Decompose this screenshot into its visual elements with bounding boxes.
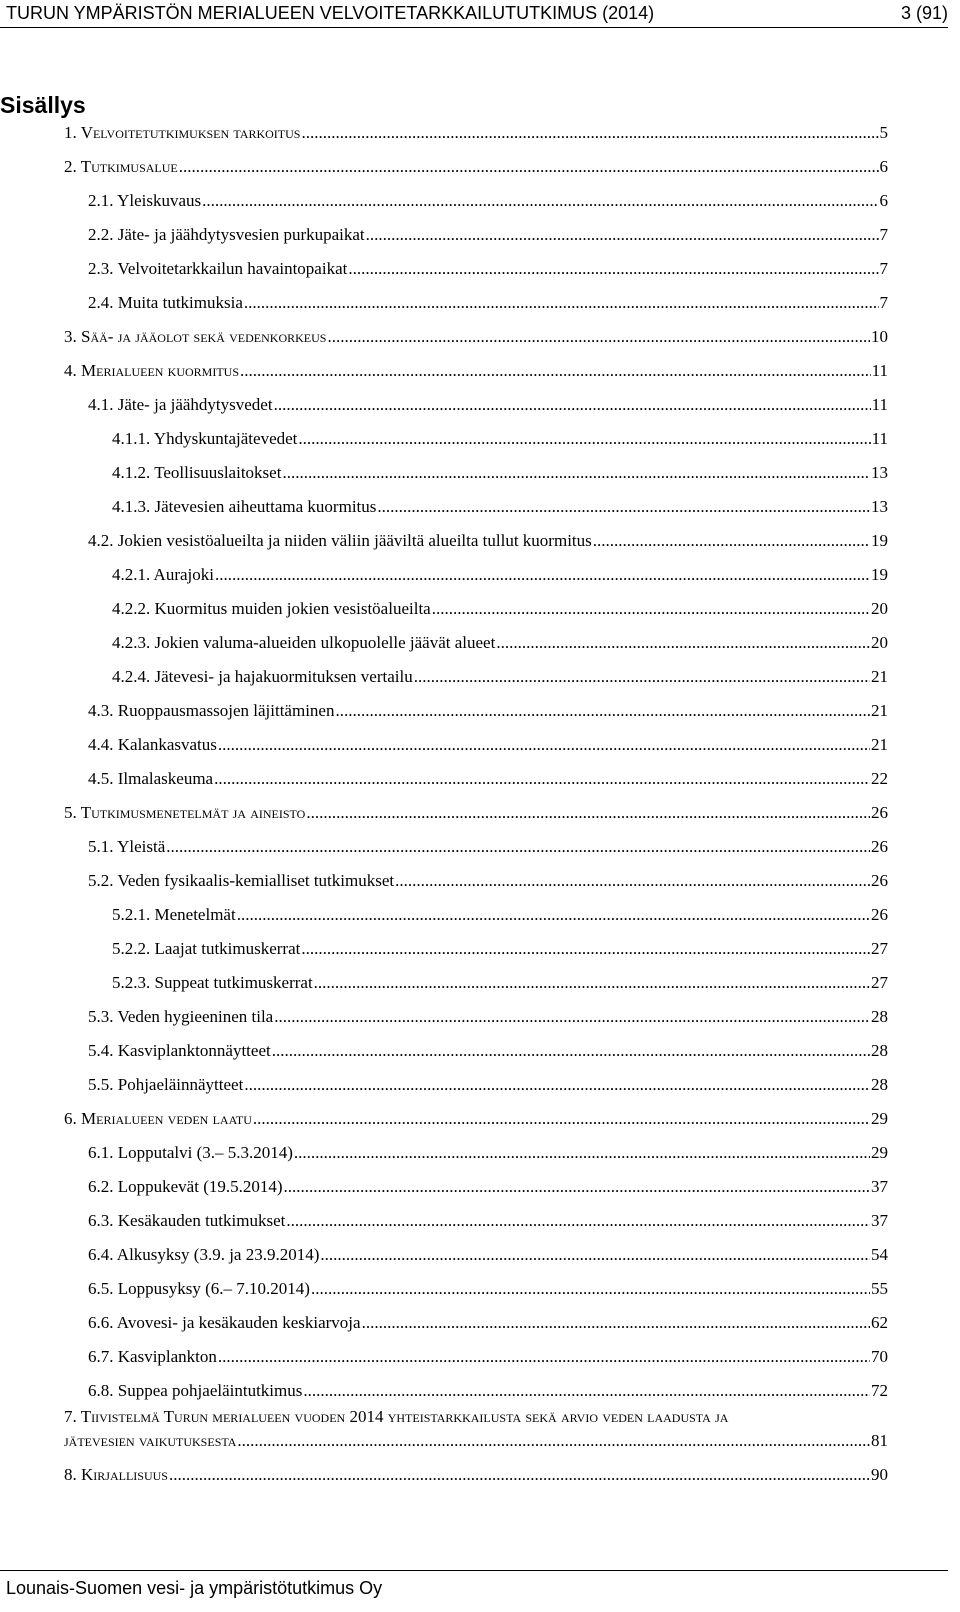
toc-entry-title: 2.1. Yleiskuvaus: [88, 191, 202, 210]
toc-entry-page: 28: [871, 1075, 888, 1094]
toc-entry-page: 10: [871, 327, 888, 346]
toc-entry[interactable]: [64, 803, 888, 823]
dot-leader: [244, 293, 879, 313]
dot-leader: [274, 395, 871, 415]
toc-entry[interactable]: [88, 1041, 888, 1061]
toc-entry[interactable]: [64, 1109, 888, 1129]
toc-entry[interactable]: [112, 497, 888, 517]
toc-entry[interactable]: [88, 1075, 888, 1095]
toc-entry-page: 20: [871, 599, 888, 618]
toc-entry-page: 27: [871, 973, 888, 992]
toc-entry-page: 70: [871, 1347, 888, 1366]
toc-entry-page: 81: [871, 1431, 888, 1450]
toc-entry-title: 4. Merialueen kuormitus: [64, 361, 240, 380]
toc-entry-page: 7: [879, 225, 888, 244]
toc-entry-title: 5.2. Veden fysikaalis-kemialliset tutkimukset: [88, 871, 395, 890]
toc-entry-page: 37: [871, 1211, 888, 1230]
dot-leader: [301, 123, 878, 143]
toc-entry[interactable]: [88, 293, 888, 313]
toc-entry-title: 4.1.1. Yhdyskuntajätevedet: [112, 429, 298, 448]
dot-leader: [377, 497, 870, 517]
dot-leader: [294, 1143, 870, 1163]
page-number: 3 (91): [900, 3, 948, 23]
toc-entry-page: 55: [871, 1279, 888, 1298]
toc-entry[interactable]: [88, 225, 888, 245]
dot-leader: [179, 157, 879, 177]
toc-entry-page: 37: [871, 1177, 888, 1196]
dot-leader: [320, 1245, 870, 1265]
toc-entry-page: 21: [871, 667, 888, 686]
toc-entry[interactable]: [88, 1007, 888, 1027]
toc-entry[interactable]: [112, 633, 888, 653]
toc-entry[interactable]: [88, 1381, 888, 1401]
dot-leader: [362, 1313, 870, 1333]
toc-entry-page: 29: [871, 1109, 888, 1128]
toc-entry-title: 4.2.4. Jätevesi- ja hajakuormituksen vertailu: [112, 667, 413, 686]
toc-entry[interactable]: [88, 395, 888, 415]
toc-entry-page: 21: [871, 735, 888, 754]
toc-entry[interactable]: [64, 1407, 888, 1427]
toc-entry-title: 2.3. Velvoitetarkkailun havaintopaikat: [88, 259, 348, 278]
toc-entry[interactable]: [64, 361, 888, 381]
toc-entry-title: 4.2.1. Aurajoki: [112, 565, 214, 584]
dot-leader: [237, 905, 870, 925]
toc-entry[interactable]: [64, 327, 888, 347]
toc-entry-title: 4.2.3. Jokien valuma-alueiden ulkopuolelle jäävät alueet: [112, 633, 496, 652]
toc-entry-title: 4.3. Ruoppausmassojen läjittäminen: [88, 701, 335, 720]
dot-leader: [166, 837, 870, 857]
toc-entry[interactable]: [64, 123, 888, 143]
toc-entry[interactable]: [112, 599, 888, 619]
dot-leader: [432, 599, 870, 619]
toc-entry[interactable]: [88, 1177, 888, 1197]
dot-leader: [286, 1211, 870, 1231]
toc-entry[interactable]: [88, 871, 888, 891]
toc-entry-title: 6.4. Alkusyksy (3.9. ja 23.9.2014): [88, 1245, 320, 1264]
dot-leader: [284, 1177, 870, 1197]
dot-leader: [335, 701, 870, 721]
dot-leader: [202, 191, 878, 211]
toc-entry-page: 28: [871, 1007, 888, 1026]
toc-entry[interactable]: [88, 191, 888, 211]
dot-leader: [240, 361, 871, 381]
toc-entry-page: 26: [871, 905, 888, 924]
toc-entry-page: 27: [871, 939, 888, 958]
toc-entry-page: 21: [871, 701, 888, 720]
dot-leader: [272, 1041, 870, 1061]
toc-entry-title: 6.6. Avovesi- ja kesäkauden keskiarvoja: [88, 1313, 361, 1332]
toc-entry[interactable]: [88, 1279, 888, 1299]
toc-entry[interactable]: [112, 973, 888, 993]
toc-entry-page: 26: [871, 871, 888, 890]
toc-entry-title: 5.3. Veden hygieeninen tila: [88, 1007, 274, 1026]
toc-entry[interactable]: [88, 769, 888, 789]
toc-entry[interactable]: [64, 157, 888, 177]
page-footer: Lounais-Suomen vesi- ja ympäristötutkimus Oy: [6, 1578, 383, 1598]
toc-entry-page: 62: [871, 1313, 888, 1332]
toc-entry-title: 7. Tiivistelmä Turun merialueen vuoden 2014 yhteistarkkailusta sekä arvio veden laadusta ja: [64, 1407, 729, 1426]
dot-leader: [237, 1431, 870, 1451]
dot-leader: [253, 1109, 870, 1129]
toc-entry-title: 4.1.3. Jätevesien aiheuttama kuormitus: [112, 497, 377, 516]
toc-entry-title: 5.1. Yleistä: [88, 837, 166, 856]
toc-entry-title: 6.7. Kasviplankton: [88, 1347, 217, 1366]
toc-entry-title: 6. Merialueen veden laatu: [64, 1109, 252, 1128]
toc-entry[interactable]: [112, 565, 888, 585]
toc-entry-page: 22: [871, 769, 888, 788]
toc-entry-page: 20: [871, 633, 888, 652]
toc-entry-page: 11: [871, 361, 888, 380]
footer-divider: [0, 1570, 948, 1571]
dot-leader: [395, 871, 870, 891]
toc-entry-title: 4.5. Ilmalaskeuma: [88, 769, 214, 788]
dot-leader: [314, 973, 870, 993]
dot-leader: [327, 327, 870, 347]
dot-leader: [348, 259, 878, 279]
toc-entry-page: 29: [871, 1143, 888, 1162]
toc-entry-title: 3. Sää- ja jääolot sekä vedenkorkeus: [64, 327, 327, 346]
report-title: TURUN YMPÄRISTÖN MERIALUEEN VELVOITETARKKAILUTUTKIMUS (2014): [6, 3, 655, 23]
toc-entry[interactable]: [88, 1143, 888, 1163]
toc-entry-title: 6.3. Kesäkauden tutkimukset: [88, 1211, 286, 1230]
toc-entry[interactable]: [64, 1431, 888, 1451]
dot-leader: [215, 565, 870, 585]
toc-entry[interactable]: [112, 939, 888, 959]
toc-entry-title: 5.5. Pohjaeläinnäytteet: [88, 1075, 244, 1094]
toc-entry-page: 7: [879, 259, 888, 278]
toc-entry-page: 90: [871, 1465, 888, 1484]
toc-entry-title: jätevesien vaikutuksesta: [64, 1431, 237, 1450]
toc-entry[interactable]: [88, 735, 888, 755]
toc-title: Sisällys: [0, 92, 86, 118]
dot-leader: [282, 463, 870, 483]
toc-entry-title: 1. Velvoitetutkimuksen tarkoitus: [64, 123, 301, 142]
toc-entry-title: 2.2. Jäte- ja jäähdytysvesien purkupaikat: [88, 225, 365, 244]
toc-entry[interactable]: [112, 667, 888, 687]
toc-entry[interactable]: [88, 259, 888, 279]
toc-entry[interactable]: [112, 905, 888, 925]
toc-entry-title: 4.2. Jokien vesistöalueilta ja niiden väliin jääviltä alueilta tullut kuormitus: [88, 531, 592, 550]
toc-entry-page: 11: [871, 429, 888, 448]
toc-entry-page: 72: [871, 1381, 888, 1400]
toc-entry-page: 6: [879, 157, 888, 176]
toc-entry-page: 26: [871, 837, 888, 856]
toc-entry-page: 26: [871, 803, 888, 822]
toc-entry-title: 4.2.2. Kuormitus muiden jokien vesistöalueilta: [112, 599, 431, 618]
dot-leader: [414, 667, 870, 687]
toc-entry-page: 5: [879, 123, 888, 142]
dot-leader: [298, 429, 870, 449]
toc-entry[interactable]: [112, 463, 888, 483]
toc-entry-title: 5.2.3. Suppeat tutkimuskerrat: [112, 973, 313, 992]
dot-leader: [366, 225, 879, 245]
dot-leader: [169, 1465, 870, 1485]
toc-entry-title: 8. Kirjallisuus: [64, 1465, 168, 1484]
toc-entry-title: 5.4. Kasviplanktonnäytteet: [88, 1041, 271, 1060]
toc-entry[interactable]: [88, 1313, 888, 1333]
toc-entry-page: 28: [871, 1041, 888, 1060]
toc-entry[interactable]: [64, 1465, 888, 1485]
toc-entry-title: 4.1.2. Teollisuuslaitokset: [112, 463, 282, 482]
toc-entry-page: 7: [879, 293, 888, 312]
toc-entry-title: 6.8. Suppea pohjaeläintutkimus: [88, 1381, 303, 1400]
toc-entry-title: 2. Tutkimusalue: [64, 157, 178, 176]
toc-entry-title: 5.2.1. Menetelmät: [112, 905, 236, 924]
toc-entry-title: 2.4. Muita tutkimuksia: [88, 293, 243, 312]
toc-entry[interactable]: [88, 701, 888, 721]
dot-leader: [218, 1347, 870, 1367]
toc-entry-page: 54: [871, 1245, 888, 1264]
toc-entry-page: 19: [871, 531, 888, 550]
dot-leader: [303, 1381, 870, 1401]
toc-entry-page: 11: [871, 395, 888, 414]
dot-leader: [274, 1007, 870, 1027]
toc-entry[interactable]: [88, 837, 888, 857]
dot-leader: [306, 803, 870, 823]
toc-entry[interactable]: [112, 429, 888, 449]
toc-entry-title: 5.2.2. Laajat tutkimuskerrat: [112, 939, 301, 958]
dot-leader: [301, 939, 870, 959]
toc-entry-title: 6.5. Loppusyksy (6.– 7.10.2014): [88, 1279, 310, 1298]
toc-entry-title: 6.1. Lopputalvi (3.– 5.3.2014): [88, 1143, 293, 1162]
dot-leader: [593, 531, 870, 551]
toc-entry-page: 13: [871, 463, 888, 482]
toc-entry-title: 4.4. Kalankasvatus: [88, 735, 217, 754]
toc-entry-page: 6: [879, 191, 888, 210]
toc-entry-title: 5. Tutkimusmenetelmät ja aineisto: [64, 803, 306, 822]
toc-entry-title: 4.1. Jäte- ja jäähdytysvedet: [88, 395, 273, 414]
toc-entry[interactable]: [88, 1347, 888, 1367]
toc-entry-page: 19: [871, 565, 888, 584]
dot-leader: [496, 633, 870, 653]
dot-leader: [214, 769, 870, 789]
toc-entry[interactable]: [88, 1245, 888, 1265]
dot-leader: [244, 1075, 870, 1095]
toc-entry-page: 13: [871, 497, 888, 516]
toc-entry[interactable]: [88, 531, 888, 551]
dot-leader: [218, 735, 870, 755]
dot-leader: [311, 1279, 870, 1299]
toc-entry-title: 6.2. Loppukevät (19.5.2014): [88, 1177, 283, 1196]
toc-entry[interactable]: [88, 1211, 888, 1231]
